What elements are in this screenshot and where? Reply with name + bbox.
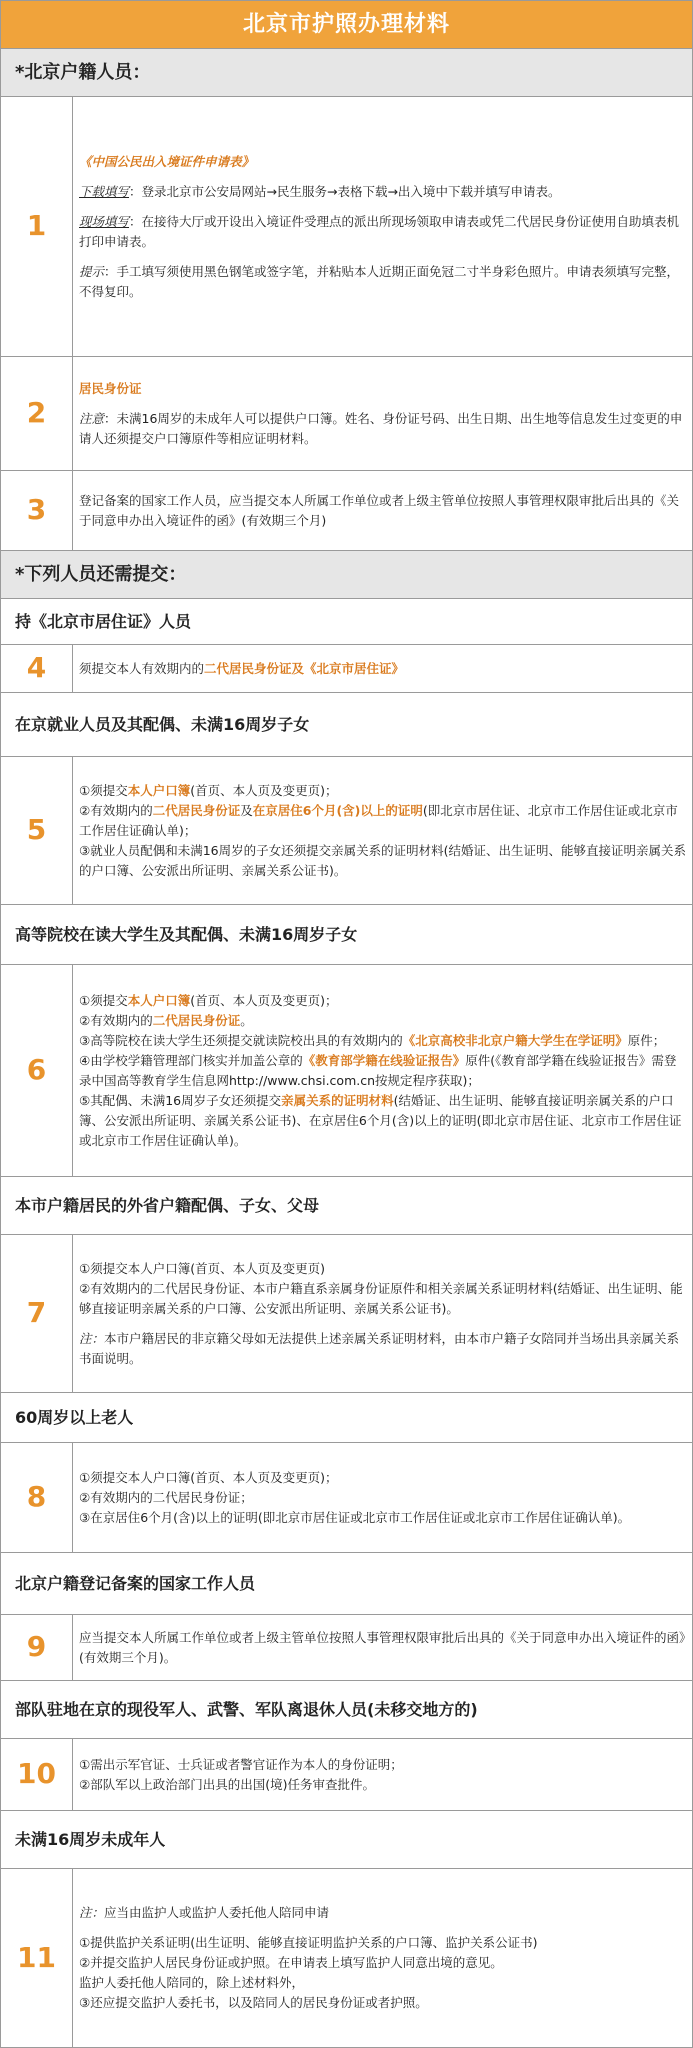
item-row	[1, 965, 692, 1177]
item-content	[73, 471, 692, 550]
text-part: 须提交本人有效期内的	[79, 660, 205, 676]
item-number: 6	[1, 965, 73, 1176]
page-title: 北京市护照办理材料	[1, 1, 692, 49]
item-text: 应当提交本人所属工作单位或者上级主管单位按照人事管理权限审批后出具的《关于同意申办出入境证件的函》(有效期三个月)。	[79, 1629, 686, 1665]
text-part: ①须提交	[79, 992, 128, 1008]
text-part: 原件；	[627, 1032, 666, 1048]
text-part: ④由学校学籍管理部门核实并加盖公章的	[79, 1052, 303, 1068]
text-part: (首页、本人页及变更页)；	[190, 782, 338, 798]
list-item: 监护人委托他人陪同的，除上述材料外，	[79, 1975, 305, 1990]
section-heading-beijing-hukou: *北京户籍人员：	[1, 49, 692, 97]
text-part: ①须提交	[79, 782, 128, 798]
note-text: 应当由监护人或监护人委托他人陪同申请	[104, 1905, 330, 1920]
list-item	[79, 1011, 686, 1031]
text-part: 原件(《教育部学籍在线验证报告》需登录中国高等教育学生信息网http://www.chsi.com.cn按规定程序获取)；	[79, 1052, 677, 1088]
highlight: 本人户口簿	[127, 782, 191, 798]
onsite-instruction	[79, 212, 686, 252]
item-content	[73, 1615, 692, 1680]
item-row	[1, 471, 692, 551]
list-item	[79, 801, 686, 841]
text-part: ⑤其配偶、未满16周岁子女还须提交	[79, 1092, 282, 1108]
item-row	[1, 1443, 692, 1553]
text-part: (结婚证、出生证明、能够直接证明亲属关系的户口簿、公安派出所证明、亲属关系公证书)、在京居住6个月(含)以上的证明(即北京市居住证、北京市工作居住证或北京市工作居住证确认单)。	[79, 1092, 682, 1148]
item-content	[73, 1443, 692, 1552]
item-text	[79, 659, 686, 679]
group-heading: 部队驻地在京的现役军人、武警、军队离退休人员(未移交地方的)	[1, 1681, 692, 1739]
list-item: ①提供监护关系证明(出生证明、能够直接证明监护关系的户口簿、监护关系公证书)	[79, 1935, 538, 1950]
item-row	[1, 1739, 692, 1811]
list-item: ②有效期内的二代居民身份证、本市户籍直系亲属身份证原件和相关亲属关系证明材料(结婚证、出生证明、能够直接证明亲属关系的户口簿、公安派出所证明、亲属关系公证书)。	[79, 1280, 683, 1316]
group-heading: 高等院校在读大学生及其配偶、未满16周岁子女	[1, 905, 692, 965]
item-row	[1, 1615, 692, 1681]
list-item: ②有效期内的二代居民身份证；	[79, 1489, 253, 1505]
item-number: 3	[1, 471, 73, 550]
group-heading: 未满16周岁未成年人	[1, 1811, 692, 1869]
item-content	[73, 1235, 692, 1392]
group-heading: 北京户籍登记备案的国家工作人员	[1, 1553, 692, 1615]
text-part: (即北京市居住证、北京市工作居住证或北京市工作居住证确认单)；	[79, 802, 678, 838]
list-item: ①须提交本人户口簿(首页、本人页及变更页)	[79, 1260, 325, 1276]
note	[79, 1329, 686, 1369]
text-part: 及	[240, 802, 253, 818]
note-text: 本市户籍居民的非京籍父母如无法提供上述亲属关系证明材料，由本市户籍子女陪同并当场出具亲属关系书面说明。	[79, 1330, 680, 1366]
highlight: 二代居民身份证及《北京市居住证》	[204, 660, 405, 676]
item-number: 7	[1, 1235, 73, 1392]
list-item: ①需出示军官证、士兵证或者警官证作为本人的身份证明；	[79, 1756, 403, 1772]
item-content	[73, 645, 692, 692]
item-number: 2	[1, 357, 73, 470]
note-label: 注意	[79, 410, 105, 426]
highlight: 本人户口簿	[127, 992, 191, 1008]
item-heading: 居民身份证	[79, 380, 142, 396]
item-content	[73, 1869, 692, 2047]
onsite-label: 现场填写	[79, 213, 130, 229]
item-row	[1, 1869, 692, 2047]
download-text: ：登录北京市公安局网站→民生服务→表格下载→出入境中下载并填写申请表。	[129, 183, 561, 199]
list-item: ③还应提交监护人委托书，以及陪同人的居民身份证或者护照。	[79, 1995, 428, 2010]
list-item: ②部队军以上政治部门出具的出国(境)任务审查批件。	[79, 1776, 375, 1792]
item-row	[1, 97, 692, 357]
item-content	[73, 357, 692, 470]
note	[79, 409, 686, 449]
highlight: 二代居民身份证	[152, 1012, 241, 1028]
list-item	[79, 781, 686, 801]
note	[79, 1903, 686, 1923]
item-content	[73, 965, 692, 1176]
group-heading: 在京就业人员及其配偶、未满16周岁子女	[1, 693, 692, 757]
list-item	[79, 991, 686, 1011]
group-heading: 持《北京市居住证》人员	[1, 599, 692, 645]
note-label: 注：	[79, 1330, 105, 1346]
list-item: ①须提交本人户口簿(首页、本人页及变更页)；	[79, 1469, 338, 1485]
highlight: 二代居民身份证	[152, 802, 241, 818]
group-heading: 本市户籍居民的外省户籍配偶、子女、父母	[1, 1177, 692, 1235]
text-part: ②有效期内的	[79, 802, 153, 818]
download-instruction	[79, 182, 686, 202]
item-row	[1, 645, 692, 693]
list-item: ③就业人员配偶和未满16周岁的子女还须提交亲属关系的证明材料(结婚证、出生证明、能够直接证明亲属关系的户口簿、公安派出所证明、亲属关系公证书)。	[79, 842, 686, 878]
item-row	[1, 1235, 692, 1393]
group-heading: 60周岁以上老人	[1, 1393, 692, 1443]
list-item: ③在京居住6个月(含)以上的证明(即北京市居住证或北京市工作居住证或北京市工作居住证确认单)。	[79, 1509, 631, 1525]
text-part: 。	[240, 1012, 253, 1028]
note-text: ：未满16周岁的未成年人可以提供户口簿。姓名、身份证号码、出生日期、出生地等信息发生过变更的申请人还须提交户口簿原件等相应证明材料。	[79, 410, 683, 446]
item-number: 11	[1, 1869, 73, 2047]
item-row	[1, 757, 692, 905]
text-part: (首页、本人页及变更页)；	[190, 992, 338, 1008]
item-content	[73, 97, 692, 356]
section-heading-additional: *下列人员还需提交：	[1, 551, 692, 599]
highlight: 亲属关系的证明材料	[281, 1092, 394, 1108]
item-number: 4	[1, 645, 73, 692]
download-label: 下载填写	[79, 183, 130, 199]
onsite-text: ：在接待大厅或开设出入境证件受理点的派出所现场领取申请表或凭二代居民身份证使用自助填表机打印申请表。	[79, 213, 680, 249]
item-content	[73, 1739, 692, 1810]
list-item	[79, 1091, 686, 1151]
text-part: ②有效期内的	[79, 1012, 153, 1028]
item-number: 9	[1, 1615, 73, 1680]
highlight: 《教育部学籍在线验证报告》	[302, 1052, 466, 1068]
item-content	[73, 757, 692, 904]
tip-text: ：手工填写须使用黑色钢笔或签字笔，并粘贴本人近期正面免冠二寸半身彩色照片。申请表须填写完整，不得复印。	[79, 263, 680, 299]
list-item	[79, 1051, 686, 1091]
item-row	[1, 357, 692, 471]
list-item: ②并提交监护人居民身份证或护照。在申请表上填写监护人同意出境的意见。	[79, 1955, 503, 1970]
tip	[79, 262, 686, 302]
item-number: 1	[1, 97, 73, 356]
form-name: 《中国公民出入境证件申请表》	[79, 153, 255, 169]
item-number: 5	[1, 757, 73, 904]
list-item	[79, 1031, 686, 1051]
highlight: 在京居住6个月(含)以上的证明	[252, 802, 423, 818]
item-text: 登记备案的国家工作人员，应当提交本人所属工作单位或者上级主管单位按照人事管理权限审批后出具的《关于同意申办出入境证件的函》(有效期三个月)	[79, 492, 680, 528]
item-number: 8	[1, 1443, 73, 1552]
note-label: 注：	[79, 1905, 105, 1920]
highlight: 《北京高校非北京户籍大学生在学证明》	[402, 1032, 628, 1048]
text-part: ③高等院校在读大学生还须提交就读院校出具的有效期内的	[79, 1032, 403, 1048]
item-number: 10	[1, 1739, 73, 1810]
tip-label: 提示	[79, 263, 105, 279]
